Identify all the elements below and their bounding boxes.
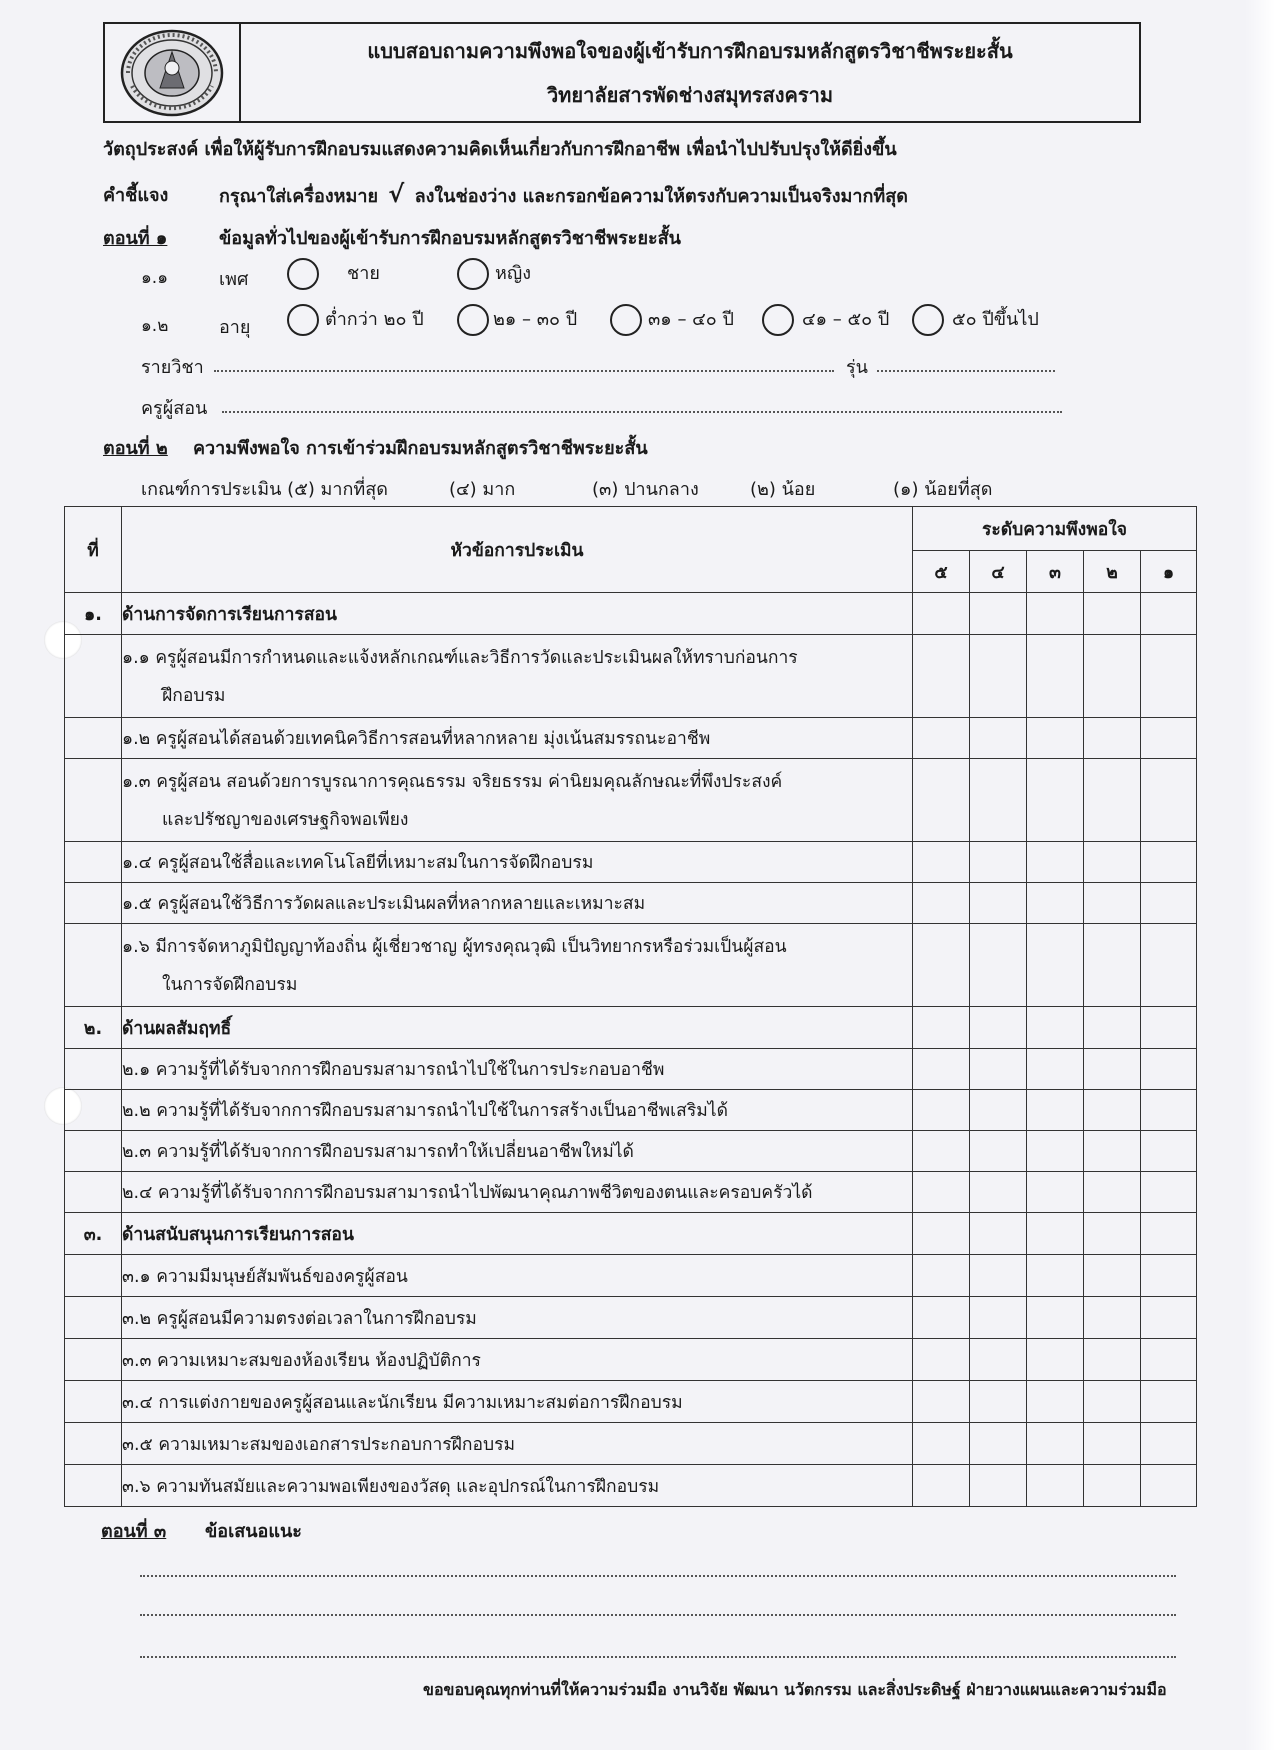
rating-cell[interactable] [1141, 1090, 1197, 1131]
row-number-cell [65, 883, 122, 924]
logo-cell [105, 24, 241, 121]
radio-circle-icon[interactable] [610, 304, 642, 336]
title-line-1: แบบสอบถามความพึงพอใจของผู้เข้ารับการฝึกอบรมหลักสูตรวิชาชีพระยะสั้น [367, 38, 1013, 63]
rating-cell[interactable] [1141, 635, 1197, 718]
section-title: ด้านผลสัมฤทธิ์ [122, 1007, 913, 1049]
part2-label: ตอนที่ ๒ [103, 438, 168, 459]
rating-cell [913, 1213, 970, 1255]
rating-cell[interactable] [913, 1297, 970, 1339]
rating-cell[interactable] [970, 1255, 1027, 1297]
teacher-label: ครูผู้สอน [141, 398, 208, 419]
rating-cell [1084, 593, 1141, 635]
rating-cell[interactable] [1027, 1172, 1084, 1213]
row-number-cell [65, 1339, 122, 1381]
rating-cell[interactable] [1141, 924, 1197, 1007]
rating-cell[interactable] [1027, 759, 1084, 842]
rating-cell[interactable] [1084, 1049, 1141, 1090]
table-row [65, 1339, 1197, 1381]
rating-cell[interactable] [1084, 1381, 1141, 1423]
rating-cell [1027, 1007, 1084, 1049]
table-row [65, 1297, 1197, 1339]
row-number-cell [65, 1172, 122, 1213]
table-row [65, 1049, 1197, 1090]
instruction-before: กรุณาใส่เครื่องหมาย [219, 186, 378, 207]
rating-cell[interactable] [913, 883, 970, 924]
table-row [65, 1381, 1197, 1423]
rating-cell[interactable] [1084, 718, 1141, 759]
part2-title: ความพึงพอใจ การเข้าร่วมฝึกอบรมหลักสูตรวิชาชีพระยะสั้น [193, 438, 648, 459]
rating-cell[interactable] [970, 1339, 1027, 1381]
age-option-21-30[interactable]: ๒๑ – ๓๐ ปี [457, 304, 577, 336]
rating-cell[interactable] [970, 1090, 1027, 1131]
rating-cell[interactable] [913, 1090, 970, 1131]
part1-title: ข้อมูลทั่วไปของผู้เข้ารับการฝึกอบรมหลักสูตรวิชาชีพระยะสั้น [219, 228, 681, 249]
section-number: ๓. [65, 1213, 122, 1255]
rating-cell[interactable] [1084, 759, 1141, 842]
gender-option-male[interactable]: ชาย [287, 258, 380, 290]
part3-label: ตอนที่ ๓ [101, 1521, 167, 1542]
rating-cell[interactable] [1141, 883, 1197, 924]
row-number-cell [65, 635, 122, 718]
title-line-2: วิทยาลัยสารพัดช่างสมุทรสงคราม [546, 82, 834, 107]
rating-cell[interactable] [913, 1423, 970, 1465]
rating-cell[interactable] [1027, 842, 1084, 883]
rating-cell[interactable] [913, 1131, 970, 1172]
table-row [65, 1172, 1197, 1213]
rating-cell[interactable] [1027, 1465, 1084, 1507]
rating-cell [1027, 593, 1084, 635]
row-number-cell [65, 1423, 122, 1465]
row-number-cell [65, 1255, 122, 1297]
rating-cell[interactable] [1027, 1255, 1084, 1297]
item-cell: ๓.๒ ครูผู้สอนมีความตรงต่อเวลาในการฝึกอบรม [122, 1297, 913, 1339]
rating-cell[interactable] [1027, 883, 1084, 924]
rating-cell[interactable] [1141, 1255, 1197, 1297]
table-row [65, 1090, 1197, 1131]
rating-cell[interactable] [1027, 635, 1084, 718]
row-number-cell [65, 1049, 122, 1090]
rating-cell[interactable] [1027, 1339, 1084, 1381]
rating-cell[interactable] [1084, 1465, 1141, 1507]
subject-field[interactable] [214, 370, 834, 372]
radio-circle-icon[interactable] [287, 258, 319, 290]
rating-cell[interactable] [913, 1339, 970, 1381]
criteria-4: (๔) มาก [449, 479, 516, 500]
row-number-cell [65, 1381, 122, 1423]
rating-cell[interactable] [1141, 1131, 1197, 1172]
rating-cell [1084, 1007, 1141, 1049]
row-number-cell [65, 1297, 122, 1339]
rating-cell[interactable] [913, 759, 970, 842]
rating-cell[interactable] [1141, 1423, 1197, 1465]
rating-cell[interactable] [913, 1255, 970, 1297]
radio-circle-icon[interactable] [457, 304, 489, 336]
table-row [65, 842, 1197, 883]
rating-cell[interactable] [1084, 635, 1141, 718]
row-number-cell [65, 924, 122, 1007]
rating-cell[interactable] [970, 1131, 1027, 1172]
criteria-3: (๓) ปานกลาง [592, 479, 699, 500]
level-5-header: ๕ [913, 551, 970, 593]
suggestion-line-2[interactable] [140, 1614, 1176, 1616]
item-cell: ๒.๑ ความรู้ที่ได้รับจากการฝึกอบรมสามารถนำไปใช้ในการประกอบอาชีพ [122, 1049, 913, 1090]
gender-number: ๑.๑ [141, 268, 168, 288]
rating-cell [1141, 1213, 1197, 1255]
rating-cell [1141, 1007, 1197, 1049]
rating-cell[interactable] [970, 1465, 1027, 1507]
table-row [65, 1465, 1197, 1507]
item-cell: ๓.๖ ความทันสมัยและความพอเพียงของวัสดุ และอุปกรณ์ในการฝึกอบรม [122, 1465, 913, 1507]
age-option-over50[interactable]: ๕๐ ปีขึ้นไป [912, 304, 1039, 336]
rating-cell [1084, 1213, 1141, 1255]
level-3-header: ๓ [1027, 551, 1084, 593]
level-1-header: ๑ [1141, 551, 1197, 593]
col-no-header: ที่ [65, 507, 122, 593]
rating-cell[interactable] [1084, 1255, 1141, 1297]
gender-label: เพศ [219, 269, 249, 290]
rating-cell[interactable] [913, 924, 970, 1007]
rating-cell[interactable] [970, 1172, 1027, 1213]
rating-cell[interactable] [1027, 924, 1084, 1007]
row-number-cell [65, 1131, 122, 1172]
level-4-header: ๔ [970, 551, 1027, 593]
rating-cell[interactable] [913, 635, 970, 718]
section-title: ด้านสนับสนุนการเรียนการสอน [122, 1213, 913, 1255]
suggestion-line-1[interactable] [140, 1575, 1176, 1577]
table-row [65, 718, 1197, 759]
age-label: อายุ [219, 317, 251, 338]
rating-cell[interactable] [1141, 718, 1197, 759]
item-cell: ๑.๓ ครูผู้สอน สอนด้วยการบูรณาการคุณธรรม จริยธรรม ค่านิยมคุณลักษณะที่พึงประสงค์ และปรัชญาของเศรษฐกิจพอเพียง [122, 759, 913, 842]
rating-cell[interactable] [913, 1049, 970, 1090]
col-level-header: ระดับความพึงพอใจ [913, 507, 1197, 551]
row-number-cell [65, 1465, 122, 1507]
rating-cell[interactable] [913, 1172, 970, 1213]
radio-circle-icon[interactable] [912, 304, 944, 336]
table-header-row [65, 507, 1197, 551]
table-row [65, 1131, 1197, 1172]
rating-cell[interactable] [1027, 1090, 1084, 1131]
rating-cell [1141, 593, 1197, 635]
check-mark-icon: √ [388, 180, 405, 208]
item-cell: ๑.๒ ครูผู้สอนได้สอนด้วยเทคนิควิธีการสอนที่หลากหลาย มุ่งเน้นสมรรถนะอาชีพ [122, 718, 913, 759]
radio-circle-icon[interactable] [287, 304, 319, 336]
rating-cell [1027, 1213, 1084, 1255]
criteria-1: (๑) น้อยที่สุด [893, 479, 993, 500]
item-cell: ๒.๓ ความรู้ที่ได้รับจากการฝึกอบรมสามารถทำให้เปลี่ยนอาชีพใหม่ได้ [122, 1131, 913, 1172]
evaluation-table [64, 506, 1197, 1507]
rating-cell[interactable] [970, 1049, 1027, 1090]
subject-label: รายวิชา [141, 357, 204, 378]
rating-cell[interactable] [1027, 1381, 1084, 1423]
rating-cell[interactable] [1141, 1339, 1197, 1381]
batch-label: รุ่น [846, 357, 868, 378]
row-number-cell [65, 842, 122, 883]
section-row [65, 1007, 1197, 1049]
suggestion-line-3[interactable] [140, 1656, 1176, 1658]
footer-text: ขอขอบคุณทุกท่านที่ให้ความร่วมมือ งานวิจัย พัฒนา นวัตกรรม และสิ่งประดิษฐ์ ฝ่ายวางแผนและความร่วมมือ [423, 1680, 1167, 1699]
section-title: ด้านการจัดการเรียนการสอน [122, 593, 913, 635]
rating-cell[interactable] [913, 842, 970, 883]
rating-cell[interactable] [913, 718, 970, 759]
item-cell: ๑.๑ ครูผู้สอนมีการกำหนดและแจ้งหลักเกณฑ์และวิธีการวัดและประเมินผลให้ทราบก่อนการ ฝึกอบรม [122, 635, 913, 718]
item-cell: ๑.๖ มีการจัดหาภูมิปัญญาท้องถิ่น ผู้เชี่ยวชาญ ผู้ทรงคุณวุฒิ เป็นวิทยากรหรือร่วมเป็นผู้สอน ในการจัดฝึกอบรม [122, 924, 913, 1007]
rating-cell[interactable] [970, 635, 1027, 718]
rating-cell[interactable] [1141, 759, 1197, 842]
rating-cell [970, 1007, 1027, 1049]
objective-text: วัตถุประสงค์ เพื่อให้ผู้รับการฝึกอบรมแสดงความคิดเห็นเกี่ยวกับการฝึกอาชีพ เพื่อนำไปปรับปรุงให้ดียิ่งขึ้น [103, 139, 897, 160]
gender-option-female[interactable]: หญิง [457, 258, 531, 290]
rating-cell [913, 1007, 970, 1049]
row-number-cell [65, 718, 122, 759]
header-title [241, 24, 1139, 121]
row-number-cell [65, 759, 122, 842]
rating-cell[interactable] [970, 718, 1027, 759]
item-cell: ๒.๔ ความรู้ที่ได้รับจากการฝึกอบรมสามารถนำไปพัฒนาคุณภาพชีวิตของตนและครอบครัวได้ [122, 1172, 913, 1213]
section-row [65, 1213, 1197, 1255]
page-edge [1245, 0, 1275, 1750]
rating-cell[interactable] [1027, 718, 1084, 759]
rating-cell[interactable] [1084, 1339, 1141, 1381]
item-cell: ๓.๓ ความเหมาะสมของห้องเรียน ห้องปฏิบัติการ [122, 1339, 913, 1381]
teacher-field[interactable] [222, 411, 1062, 413]
row-number-cell [65, 1090, 122, 1131]
item-cell: ๓.๔ การแต่งกายของครูผู้สอนและนักเรียน มีความเหมาะสมต่อการฝึกอบรม [122, 1381, 913, 1423]
rating-cell[interactable] [1084, 1172, 1141, 1213]
section-number: ๒. [65, 1007, 122, 1049]
item-cell: ๑.๕ ครูผู้สอนใช้วิธีการวัดผลและประเมินผลที่หลากหลายและเหมาะสม [122, 883, 913, 924]
rating-cell[interactable] [1084, 1297, 1141, 1339]
radio-circle-icon[interactable] [762, 304, 794, 336]
rating-cell[interactable] [913, 1381, 970, 1423]
rating-cell[interactable] [1027, 1049, 1084, 1090]
section-number: ๑. [65, 593, 122, 635]
rating-cell[interactable] [1084, 924, 1141, 1007]
rating-cell[interactable] [1141, 1465, 1197, 1507]
table-row [65, 635, 1197, 718]
part3-title: ข้อเสนอแนะ [205, 1521, 302, 1542]
rating-cell[interactable] [1084, 1131, 1141, 1172]
rating-cell[interactable] [1027, 1423, 1084, 1465]
form-header [103, 22, 1141, 123]
rating-cell[interactable] [970, 1423, 1027, 1465]
rating-cell[interactable] [1141, 1381, 1197, 1423]
rating-cell [970, 593, 1027, 635]
criteria-2: (๒) น้อย [750, 479, 816, 500]
rating-cell[interactable] [1084, 842, 1141, 883]
section-row [65, 593, 1197, 635]
rating-cell[interactable] [1141, 1049, 1197, 1090]
instruction-label: คำชี้แจง [103, 185, 169, 206]
table-row [65, 759, 1197, 842]
rating-cell[interactable] [1084, 1423, 1141, 1465]
rating-cell[interactable] [970, 1297, 1027, 1339]
age-option-41-50[interactable]: ๔๑ – ๕๐ ปี [762, 304, 889, 336]
rating-cell[interactable] [1027, 1131, 1084, 1172]
item-cell: ๓.๕ ความเหมาะสมของเอกสารประกอบการฝึกอบรม [122, 1423, 913, 1465]
rating-cell[interactable] [913, 1465, 970, 1507]
age-option-under20[interactable]: ต่ำกว่า ๒๐ ปี [287, 304, 424, 336]
rating-cell[interactable] [1084, 1090, 1141, 1131]
table-row [65, 924, 1197, 1007]
rating-cell[interactable] [1141, 842, 1197, 883]
item-cell: ๑.๔ ครูผู้สอนใช้สื่อและเทคโนโลยีที่เหมาะสมในการจัดฝึกอบรม [122, 842, 913, 883]
radio-circle-icon[interactable] [457, 258, 489, 290]
rating-cell [970, 1213, 1027, 1255]
item-cell: ๒.๒ ความรู้ที่ได้รับจากการฝึกอบรมสามารถนำไปใช้ในการสร้างเป็นอาชีพเสริมได้ [122, 1090, 913, 1131]
item-cell: ๓.๑ ความมีมนุษย์สัมพันธ์ของครูผู้สอน [122, 1255, 913, 1297]
rating-cell[interactable] [970, 759, 1027, 842]
instruction-text [219, 180, 908, 210]
col-topic-header: หัวข้อการประเมิน [122, 507, 913, 593]
table-row [65, 1423, 1197, 1465]
batch-field[interactable] [877, 370, 1055, 372]
rating-cell [913, 593, 970, 635]
criteria-5: เกณฑ์การประเมิน (๕) มากที่สุด [141, 479, 388, 500]
age-option-31-40[interactable]: ๓๑ – ๔๐ ปี [610, 304, 734, 336]
level-2-header: ๒ [1084, 551, 1141, 593]
vocational-seal-icon [118, 28, 226, 118]
rating-cell[interactable] [970, 842, 1027, 883]
rating-cell[interactable] [1141, 1172, 1197, 1213]
table-row [65, 1255, 1197, 1297]
rating-cell[interactable] [1141, 1297, 1197, 1339]
rating-cell[interactable] [970, 1381, 1027, 1423]
rating-cell[interactable] [970, 883, 1027, 924]
table-row [65, 883, 1197, 924]
age-number: ๑.๒ [141, 316, 169, 336]
rating-cell[interactable] [970, 924, 1027, 1007]
rating-cell[interactable] [1084, 883, 1141, 924]
rating-cell[interactable] [1027, 1297, 1084, 1339]
instruction-after: ลงในช่องว่าง และกรอกข้อความให้ตรงกับความเป็นจริงมากที่สุด [414, 186, 908, 207]
part1-label: ตอนที่ ๑ [103, 228, 168, 249]
